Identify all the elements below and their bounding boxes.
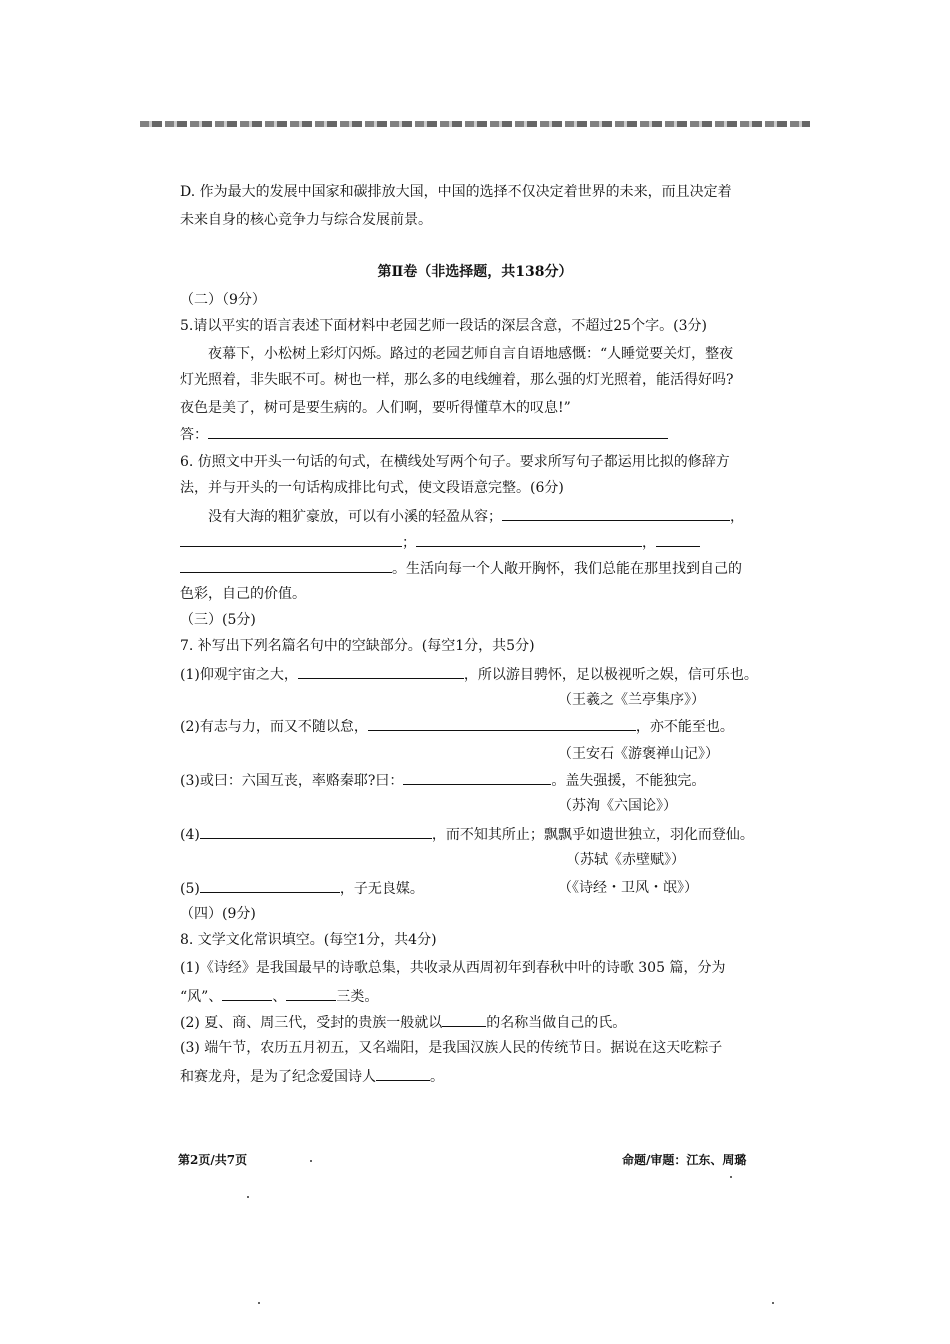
q8-s1-b: 、: [272, 989, 287, 1005]
q6-blank-4[interactable]: [656, 532, 700, 547]
q6-comma: ，: [730, 509, 744, 525]
q7-2-pre: (2)有志与力，而又不随以怠，: [180, 719, 368, 735]
q8-s3-line2: [180, 1066, 444, 1087]
q6-start-text: 没有大海的粗犷豪放，可以有小溪的轻盈从容；: [208, 509, 502, 525]
q7-5-source: （《诗经・卫风・氓》）: [558, 880, 698, 896]
q7-1-blank[interactable]: [298, 664, 464, 679]
q6-middle-row: [180, 532, 700, 553]
scan-speck: [772, 1302, 774, 1304]
q6-blank-1[interactable]: [502, 506, 730, 521]
q5-passage-3: 夜色是美了，树可是要生病的。人们啊，要听得懂草木的叹息!”: [180, 400, 571, 416]
q5-answer-label: 答：: [180, 427, 208, 443]
q8-s1-blank-2[interactable]: [286, 986, 336, 1001]
q6-end-row: [180, 558, 742, 579]
q7-5-post: ，子无良媒。: [339, 881, 424, 897]
q6-comma-2: ，: [642, 535, 656, 551]
q8-s1-c: 三类。: [336, 989, 379, 1005]
q7-item-3: [180, 770, 705, 791]
q7-1-source: （王羲之《兰亭集序》）: [558, 692, 705, 708]
part3-label: （三）(5分): [180, 612, 256, 628]
q7-4-pre: (4): [180, 827, 200, 843]
q7-3-pre: (3)或曰：六国互丧，率赂秦耶?曰：: [180, 773, 404, 789]
q7-1-pre: (1)仰观宇宙之大，: [180, 667, 298, 683]
q7-2-source: （王安石《游褒禅山记》）: [558, 746, 719, 762]
scan-speck: [730, 1176, 732, 1178]
q8-s2-blank[interactable]: [442, 1012, 486, 1027]
q5-prompt: 5.请以平实的语言表述下面材料中老园艺师一段话的深层含意，不超过25个字。(3分): [180, 318, 708, 334]
q5-passage-1: 夜幕下，小松树上彩灯闪烁。路过的老园艺师自言自语地感慨：“人睡觉要关灯，整夜: [208, 346, 734, 362]
q7-4-blank[interactable]: [200, 824, 432, 839]
option-d-line2: 未来自身的核心竞争力与综合发展前景。: [180, 212, 432, 228]
q8-s1-a: “风”、: [180, 989, 223, 1005]
scan-speck: [258, 1302, 260, 1304]
q6-end-text: 。生活向每一个人敞开胸怀，我们总能在那里找到自己的: [392, 561, 742, 577]
q8-s3-line1: (3) 端午节，农历五月初五，又名端阳，是我国汉族人民的传统节日。据说在这天吃粽子: [180, 1040, 723, 1056]
q7-2-blank[interactable]: [368, 716, 636, 731]
q7-4-source: （苏轼《赤壁赋》）: [566, 852, 685, 868]
q6-prompt-2: 法，并与开头的一句话构成排比句式，使文段语意完整。(6分): [180, 480, 564, 496]
q8-s2-post: 的名称当做自己的氏。: [486, 1015, 627, 1031]
q8-s1-blank-1[interactable]: [222, 986, 272, 1001]
q7-5-pre: (5): [180, 881, 200, 897]
option-d-line1: D. 作为最大的发展中国家和碳排放大国，中国的选择不仅决定着世界的未来，而且决定着: [180, 184, 732, 200]
q6-blank-3[interactable]: [416, 532, 642, 547]
q7-4-post: ，而不知其所止；飘飘乎如遗世独立，羽化而登仙。: [431, 827, 754, 843]
section-title: 第Ⅱ卷（非选择题，共138分）: [377, 264, 573, 280]
q7-5-blank[interactable]: [200, 878, 340, 893]
q7-2-post: ，亦不能至也。: [635, 719, 734, 735]
scan-artifact-line: [140, 121, 810, 127]
q7-item-4: [180, 824, 754, 845]
q7-3-post: 。盖失强援，不能独完。: [551, 773, 706, 789]
q7-item-2: [180, 716, 734, 737]
q5-answer-blank[interactable]: [208, 424, 668, 439]
q6-start-row: [208, 506, 744, 527]
page-number: 第2页/共7页: [178, 1153, 248, 1167]
q8-s1-line1: (1)《诗经》是我国最早的诗歌总集，共收录从西周初年到春秋中叶的诗歌 305 篇，分为: [180, 960, 726, 976]
q7-item-1: [180, 664, 758, 685]
q6-blank-2[interactable]: [180, 532, 402, 547]
q8-prompt: 8. 文学文化常识填空。(每空1分，共4分): [180, 932, 437, 948]
q8-s3-post: 。: [430, 1069, 444, 1085]
q5-answer-row: [180, 424, 668, 445]
q6-semicolon: ；: [402, 535, 416, 551]
part4-label: （四）(9分): [180, 906, 256, 922]
q7-3-source: （苏洵《六国论》）: [558, 798, 677, 814]
q6-prompt-1: 6. 仿照文中开头一句话的句式，在横线处写两个句子。要求所写句子都运用比拟的修辞方: [180, 454, 730, 470]
author-credit: 命题/审题：江东、周璐: [622, 1153, 747, 1167]
q8-s2: [180, 1012, 626, 1033]
q7-3-blank[interactable]: [403, 770, 551, 785]
q7-1-post: ，所以游目骋怀，足以极视听之娱，信可乐也。: [463, 667, 758, 683]
q7-item-5: [180, 878, 424, 899]
part2-label: （二）（9分）: [180, 292, 266, 308]
q8-s3-blank[interactable]: [376, 1066, 430, 1081]
q7-prompt: 7. 补写出下列名篇名句中的空缺部分。(每空1分，共5分): [180, 638, 535, 654]
q5-passage-2: 灯光照着，非失眠不可。树也一样，那么多的电线缠着，那么强的灯光照着，能活得好吗?: [180, 372, 734, 388]
q8-s2-pre: (2) 夏、商、周三代，受封的贵族一般就以: [180, 1015, 443, 1031]
scan-speck: [247, 1196, 249, 1198]
q8-s3-pre: 和赛龙舟，是为了纪念爱国诗人: [180, 1069, 376, 1085]
q6-blank-5[interactable]: [180, 558, 392, 573]
q8-s1-line2: [180, 986, 378, 1007]
q6-last: 色彩，自己的价值。: [180, 586, 306, 602]
scan-speck: [310, 1160, 312, 1162]
